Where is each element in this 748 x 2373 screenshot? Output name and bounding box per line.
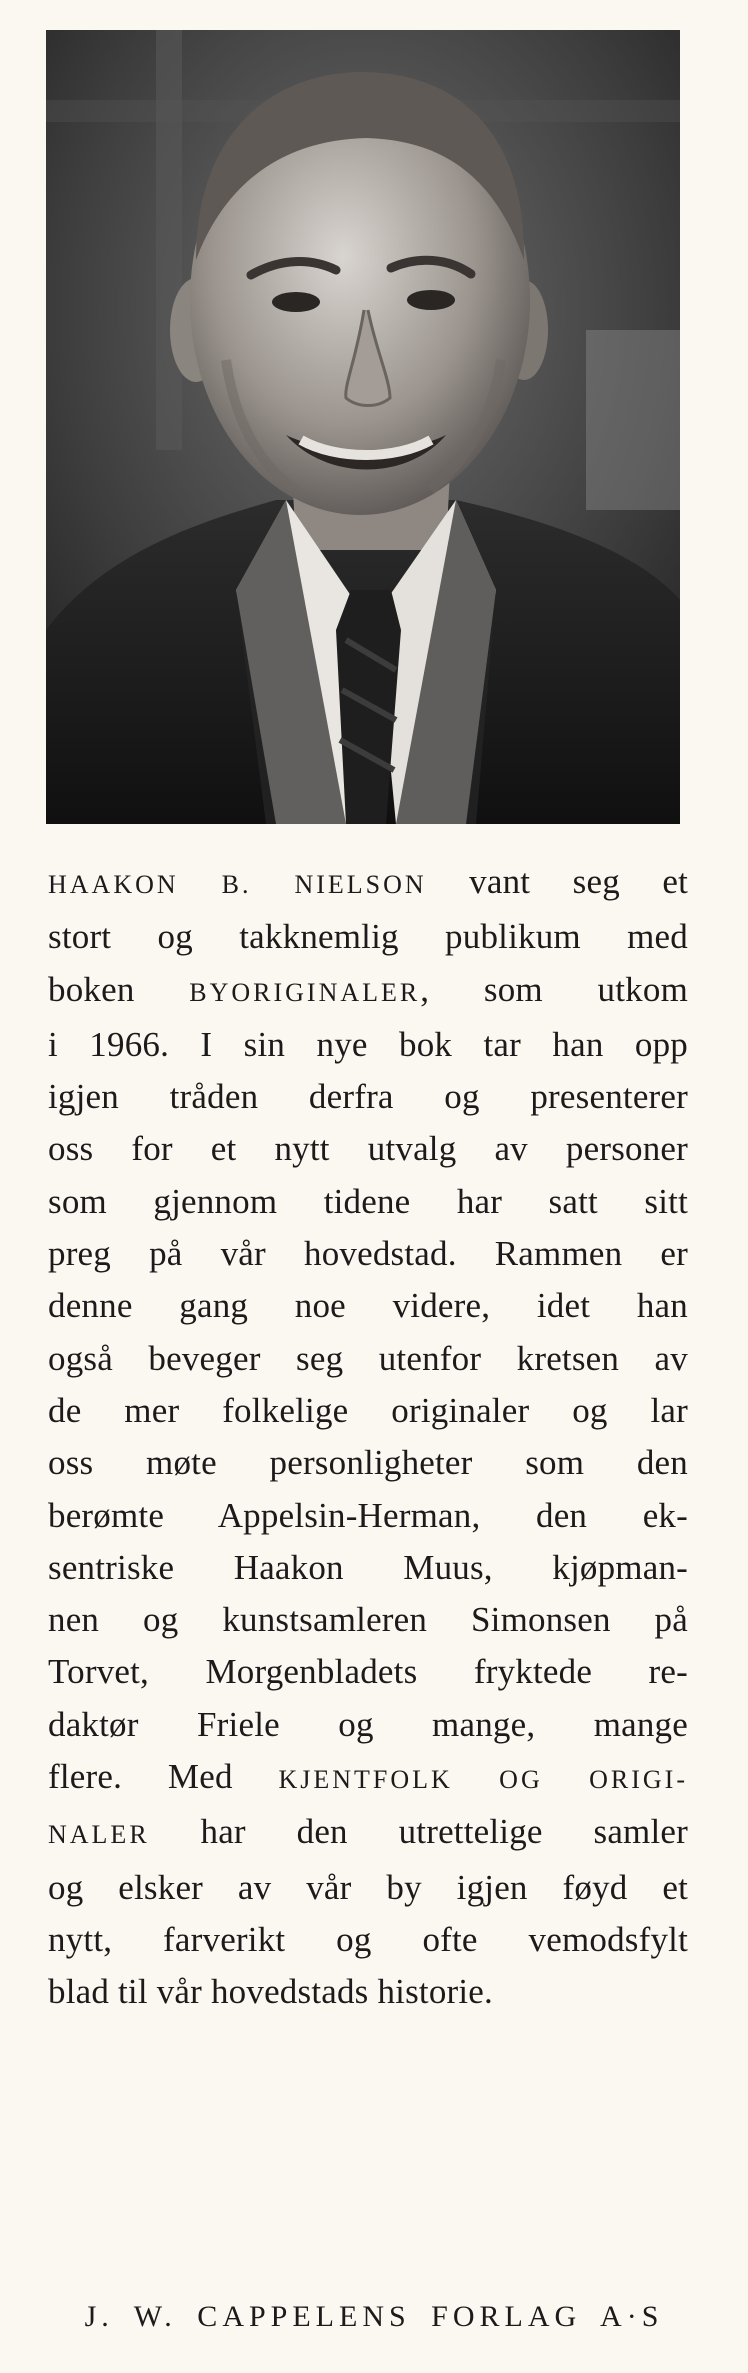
blurb-line [48,1646,688,1698]
blurb-text: denne gang noe videre, idet han [48,1286,688,1326]
blurb-line [48,1333,688,1385]
blurb-line [48,1699,688,1751]
blurb-line [48,911,688,963]
blurb-text: flere. Med [48,1757,279,1797]
blurb-text: stort og takknemlig publikum med [48,917,688,957]
blurb-smallcaps-text: KJENTFOLK OG ORIGI- [278,1765,688,1795]
blurb-text: de mer folkelige originaler og lar [48,1390,688,1430]
blurb-text: Torvet, Morgenbladets fryktede re- [48,1652,688,1692]
blurb-line [48,1437,688,1489]
blurb-line [48,964,688,1019]
blurb-text: preg på vår hovedstad. Rammen er [48,1234,688,1274]
blurb-line [48,1542,688,1594]
blurb-text: nen og kunstsamleren Simonsen på [48,1600,688,1640]
blurb-text: boken [48,969,190,1009]
blurb-text: som gjennom tidene har satt sitt [48,1181,688,1221]
blurb-text: igjen tråden derfra og presenterer [48,1077,688,1117]
blurb-line [48,1280,688,1332]
blurb-line [48,856,688,911]
blurb-smallcaps-text: HAAKON B. NIELSON [48,870,427,899]
blurb-text: og elsker av vår by igjen føyd et [48,1867,688,1907]
blurb-line [48,1176,688,1228]
blurb-smallcaps-text: NALER [48,1820,150,1850]
blurb-line [48,1806,688,1861]
blurb-text: blad til vår hovedstads historie. [48,1972,493,2012]
blurb-line [48,1751,688,1806]
blurb-line [48,1862,688,1914]
blurb-line [48,1966,688,2018]
blurb-text: vant seg et [426,862,688,901]
blurb-text: også beveger seg utenfor kretsen av [48,1338,688,1378]
blurb-text: sentriske Haakon Muus, kjøpman- [48,1547,688,1587]
back-cover-blurb [48,856,688,2019]
blurb-line [48,1019,688,1071]
blurb-text: har den utrettelige samler [149,1812,688,1852]
publisher-imprint: J. W. CAPPELENS FORLAG A·S [84,2300,664,2333]
blurb-line [48,1490,688,1542]
blurb-line [48,1228,688,1280]
blurb-text: i 1966. I sin nye bok tar han opp [48,1024,688,1064]
blurb-text: oss for et nytt utvalg av personer [48,1129,688,1169]
blurb-line [48,1594,688,1646]
blurb-smallcaps-text: BYORIGINALER [189,977,421,1007]
blurb-line [48,1914,688,1966]
blurb-line [48,1385,688,1437]
author-portrait [46,30,680,824]
blurb-line [48,1123,688,1175]
blurb-line [48,1071,688,1123]
blurb-text: daktør Friele og mange, mange [48,1704,688,1744]
author-portrait-photo [46,30,680,824]
blurb-text: oss møte personligheter som den [48,1443,688,1483]
blurb-text: nytt, farverikt og ofte vemodsfylt [48,1919,688,1959]
blurb-text: berømte Appelsin-Herman, den ek- [48,1495,688,1535]
blurb-text: , som utkom [420,969,688,1009]
